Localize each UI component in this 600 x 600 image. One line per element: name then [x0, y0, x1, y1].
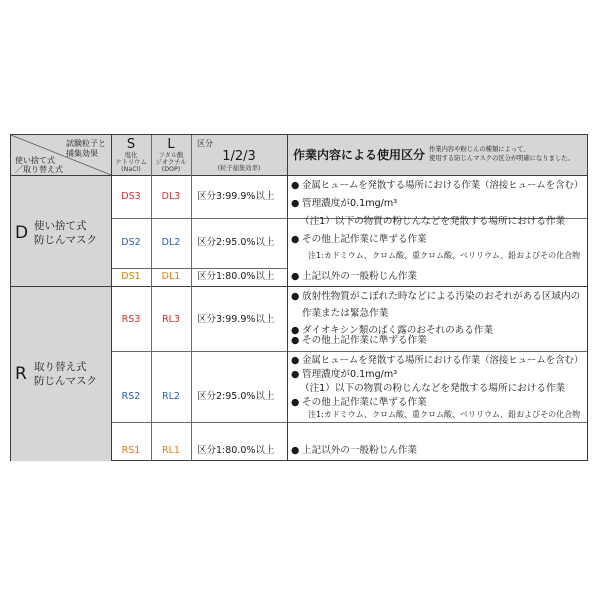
work-item-bullet: ●	[291, 369, 300, 380]
s-code-rs3: RS3	[121, 314, 141, 325]
class-level-d2: 区分2:95.0%以上	[197, 237, 275, 248]
s-column-sub-2: ナトリウム	[115, 159, 147, 166]
l-column-sub-3: (DOP)	[161, 166, 181, 173]
work-item-text: その他上記作業に準ずる作業	[302, 397, 427, 408]
work-item-bullet: ●	[291, 335, 300, 346]
group-letter-d: D	[15, 223, 29, 243]
work-item-text: 注1:カドミウム、クロム酸、重クロム酸、ベリリウム、鉛およびその化合物	[308, 251, 581, 260]
work-column-note-2: 使用する防じんマスクの区分が明確になりました。	[429, 155, 574, 162]
work-column-note-1: 作業内容や粉じんの種類によって、	[429, 146, 530, 153]
l-column-sub-1: フタル酸	[158, 152, 184, 159]
work-item-text: （注1）以下の物質の粉じんなどを発散する場所における作業	[300, 383, 566, 394]
column-divider	[191, 135, 192, 461]
s-column-sub-3: (NaCl)	[121, 166, 141, 173]
work-item-text: 金属ヒュームを発散する場所における作業（溶接ヒュームを含む）	[302, 180, 584, 191]
work-item-bullet: ●	[291, 445, 300, 456]
work-item-text: ダイオキシン類のばく露のおそれのある作業	[302, 325, 494, 336]
class-level-d3: 区分3:99.9%以上	[197, 191, 275, 202]
work-item-text: その他上記作業に準ずる作業	[302, 335, 427, 346]
row-divider	[111, 268, 287, 269]
work-item-text: 金属ヒュームを発散する場所における作業（溶接ヒュームを含む）	[302, 355, 584, 366]
work-item-text: 上記以外の一般粉じん作業	[302, 271, 418, 282]
group-name-r-line-2: 防じんマスク	[34, 375, 97, 387]
group-name-r-line-1: 取り替え式	[34, 361, 87, 373]
corner-top-line-1: 試験粒子と	[66, 139, 106, 148]
work-item-text: 上記以外の一般粉じん作業	[302, 445, 418, 456]
class-level-d1: 区分1:80.0%以上	[197, 271, 275, 282]
l-column-sub-2: ジオクチル	[155, 159, 187, 166]
s-code-rs2: RS2	[121, 391, 141, 402]
work-item-bullet: ●	[291, 325, 300, 336]
l-code-rl1: RL1	[162, 445, 180, 456]
work-item-text: 管理濃度が0.1mg/m³	[302, 198, 398, 209]
group-name-d-line-1: 使い捨て式	[34, 220, 87, 232]
work-item-text: 放射性物質がこぼれた時などによる汚染のおそれがある区域内の	[302, 291, 581, 302]
l-code-rl2: RL2	[162, 391, 180, 402]
work-item-text: 管理濃度が0.1mg/m³	[302, 369, 398, 380]
work-item-bullet: ●	[291, 180, 300, 191]
s-column-sub-1: 塩化	[124, 152, 138, 159]
group-name-d-line-2: 防じんマスク	[34, 234, 97, 246]
s-code-ds2: DS2	[121, 237, 141, 248]
work-item-bullet: ●	[291, 234, 300, 245]
class-level-r1: 区分1:80.0%以上	[197, 445, 275, 456]
work-item-bullet: ●	[291, 397, 300, 408]
s-column-letter: S	[126, 137, 136, 152]
header-divider	[11, 175, 587, 176]
s-code-rs1: RS1	[121, 445, 141, 456]
s-code-ds3: DS3	[121, 191, 141, 202]
work-item-text: 注1:カドミウム、クロム酸、重クロム酸、ベリリウム、鉛およびその化合物	[308, 410, 581, 419]
row-divider	[111, 351, 287, 352]
work-column-title: 作業内容による使用区分	[293, 148, 426, 162]
l-code-dl2: DL2	[161, 237, 181, 248]
l-code-dl1: DL1	[161, 271, 181, 282]
corner-bottom-line-1: 使い捨て式	[15, 156, 55, 165]
work-item-bullet: ●	[291, 271, 300, 282]
class-column-label: 区分	[197, 139, 213, 148]
column-divider	[111, 135, 112, 461]
work-item-text: （注1）以下の物質の粉じんなどを発散する場所における作業	[300, 216, 566, 227]
class-level-r3: 区分3:99.9%以上	[197, 314, 275, 325]
column-divider	[151, 135, 152, 461]
l-code-dl3: DL3	[161, 191, 181, 202]
row-divider	[111, 422, 587, 423]
work-item-text: その他上記作業に準ずる作業	[302, 234, 427, 245]
work-item-text: 作業または緊急作業	[302, 308, 389, 319]
group-divider	[11, 286, 587, 287]
class-column-value: 1/2/3	[222, 149, 256, 164]
l-column-letter: L	[167, 137, 175, 152]
class-level-r2: 区分2:95.0%以上	[197, 391, 275, 402]
work-item-bullet: ●	[291, 291, 300, 302]
corner-top-line-2: 捕集効果	[66, 149, 98, 158]
column-divider	[287, 135, 288, 461]
class-column-sub: (粒子捕集効率)	[217, 165, 261, 172]
l-code-rl3: RL3	[162, 314, 180, 325]
s-code-ds1: DS1	[121, 271, 141, 282]
work-item-bullet: ●	[291, 355, 300, 366]
group-letter-r: R	[15, 364, 27, 384]
corner-bottom-line-2: ／取り替え式	[15, 165, 63, 174]
row-divider	[287, 351, 587, 352]
dust-mask-classification-table	[10, 134, 588, 461]
work-item-bullet: ●	[291, 198, 300, 209]
